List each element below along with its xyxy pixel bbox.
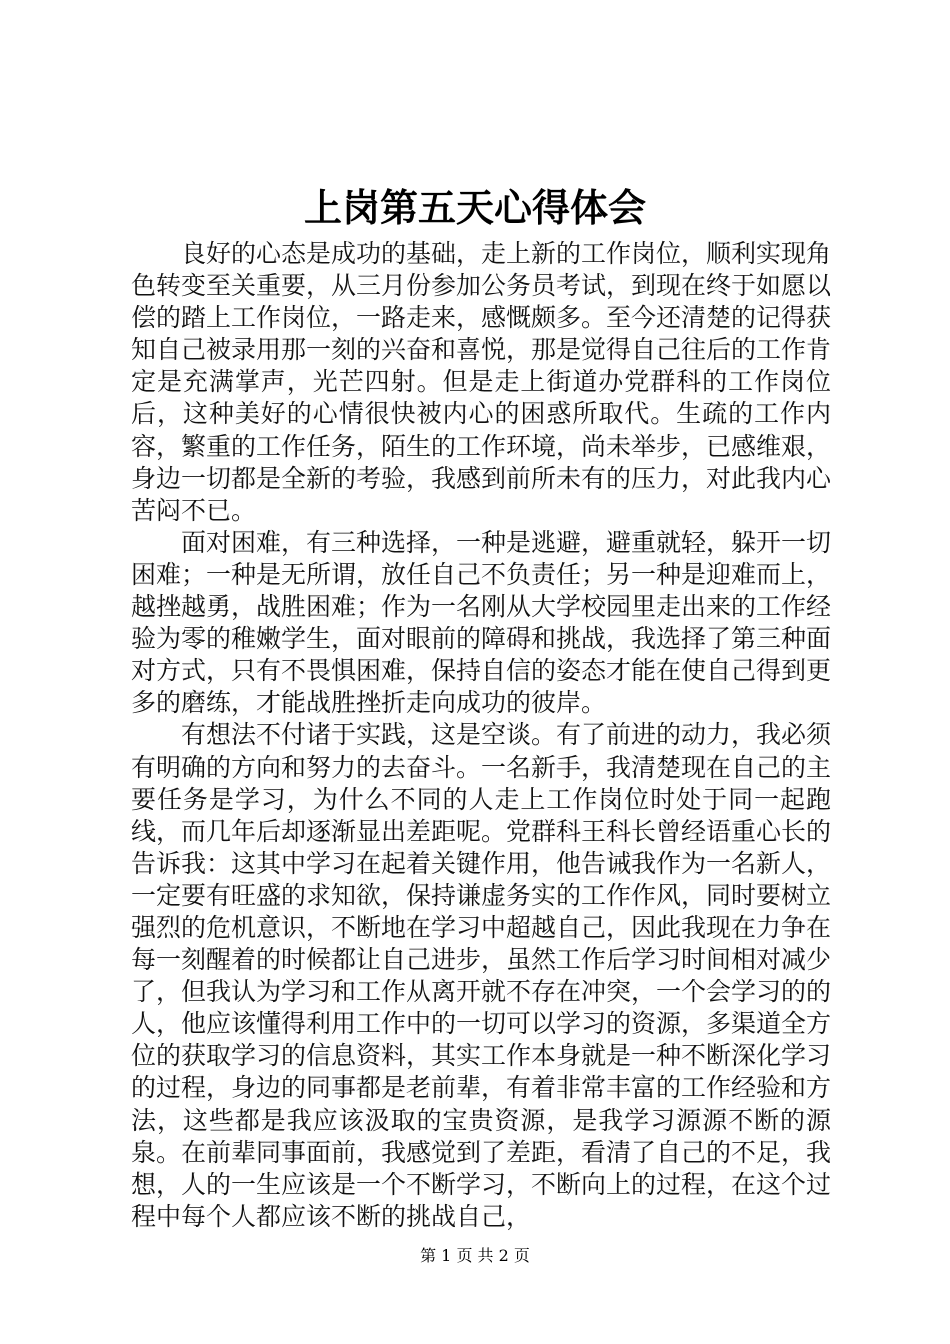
page-number-footer: 第 1 页 共 2 页 — [420, 1246, 530, 1265]
document-body — [131, 238, 831, 1233]
body-paragraph: 良好的心态是成功的基础，走上新的工作岗位，顺利实现角色转变至关重要，从三月份参加公务员考试，到现在终于如愿以偿的踏上工作岗位，一路走来，感慨颇多。至今还清楚的记得获知自己被录用那一刻的兴奋和喜悦，那是觉得自己往后的工作肯定是充满掌声，光芒四射。但是走上街道办党群科的工作岗位后，这种美好的心情很快被内心的困惑所取代。生疏的工作内容，繁重的工作任务，陌生的工作环境，尚未举步，已感维艰，身边一切都是全新的考验，我感到前所未有的压力，对此我内心苦闷不已。 — [131, 239, 832, 525]
body-paragraph: 有想法不付诸于实践，这是空谈。有了前进的动力，我必须有明确的方向和努力的去奋斗。一名新手，我清楚现在自己的主要任务是学习，为什么不同的人走上工作岗位时处于同一起跑线，而几年后却逐渐显出差距呢。党群科王科长曾经语重心长的告诉我：这其中学习在起着关键作用，他告诫我作为一名新人，一定要有旺盛的求知欲，保持谦虚务实的工作作风，同时要树立强烈的危机意识，不断地在学习中超越自己，因此我现在力争在每一刻醒着的时候都让自己进步，虽然工作后学习时间相对减少了，但我认为学习和工作从离开就不存在冲突，一个会学习的的人，他应该懂得利用工作中的一切可以学习的资源，多渠道全方位的获取学习的信息资料，其实工作本身就是一种不断深化学习的过程，身边的同事都是老前辈，有着非常丰富的工作经验和方法，这些都是我应该汲取的宝贵资源，是我学习源源不断的源泉。在前辈同事面前，我感觉到了差距，看清了自己的不足，我想，人的一生应该是一个不断学习，不断向上的过程，在这个过程中每个人都应该不断的挑战自己， — [131, 720, 832, 1231]
document-title: 上岗第五天心得体会 — [303, 185, 646, 230]
body-paragraph: 面对困难，有三种选择，一种是逃避，避重就轻，躲开一切困难；一种是无所谓，放任自己不负责任；另一种是迎难而上，越挫越勇，战胜困难；作为一名刚从大学校园里走出来的工作经验为零的稚嫩学生，面对眼前的障碍和挑战，我选择了第三种面对方式，只有不畏惧困难，保持自信的姿态才能在使自己得到更多的磨练，才能战胜挫折走向成功的彼岸。 — [131, 527, 832, 718]
